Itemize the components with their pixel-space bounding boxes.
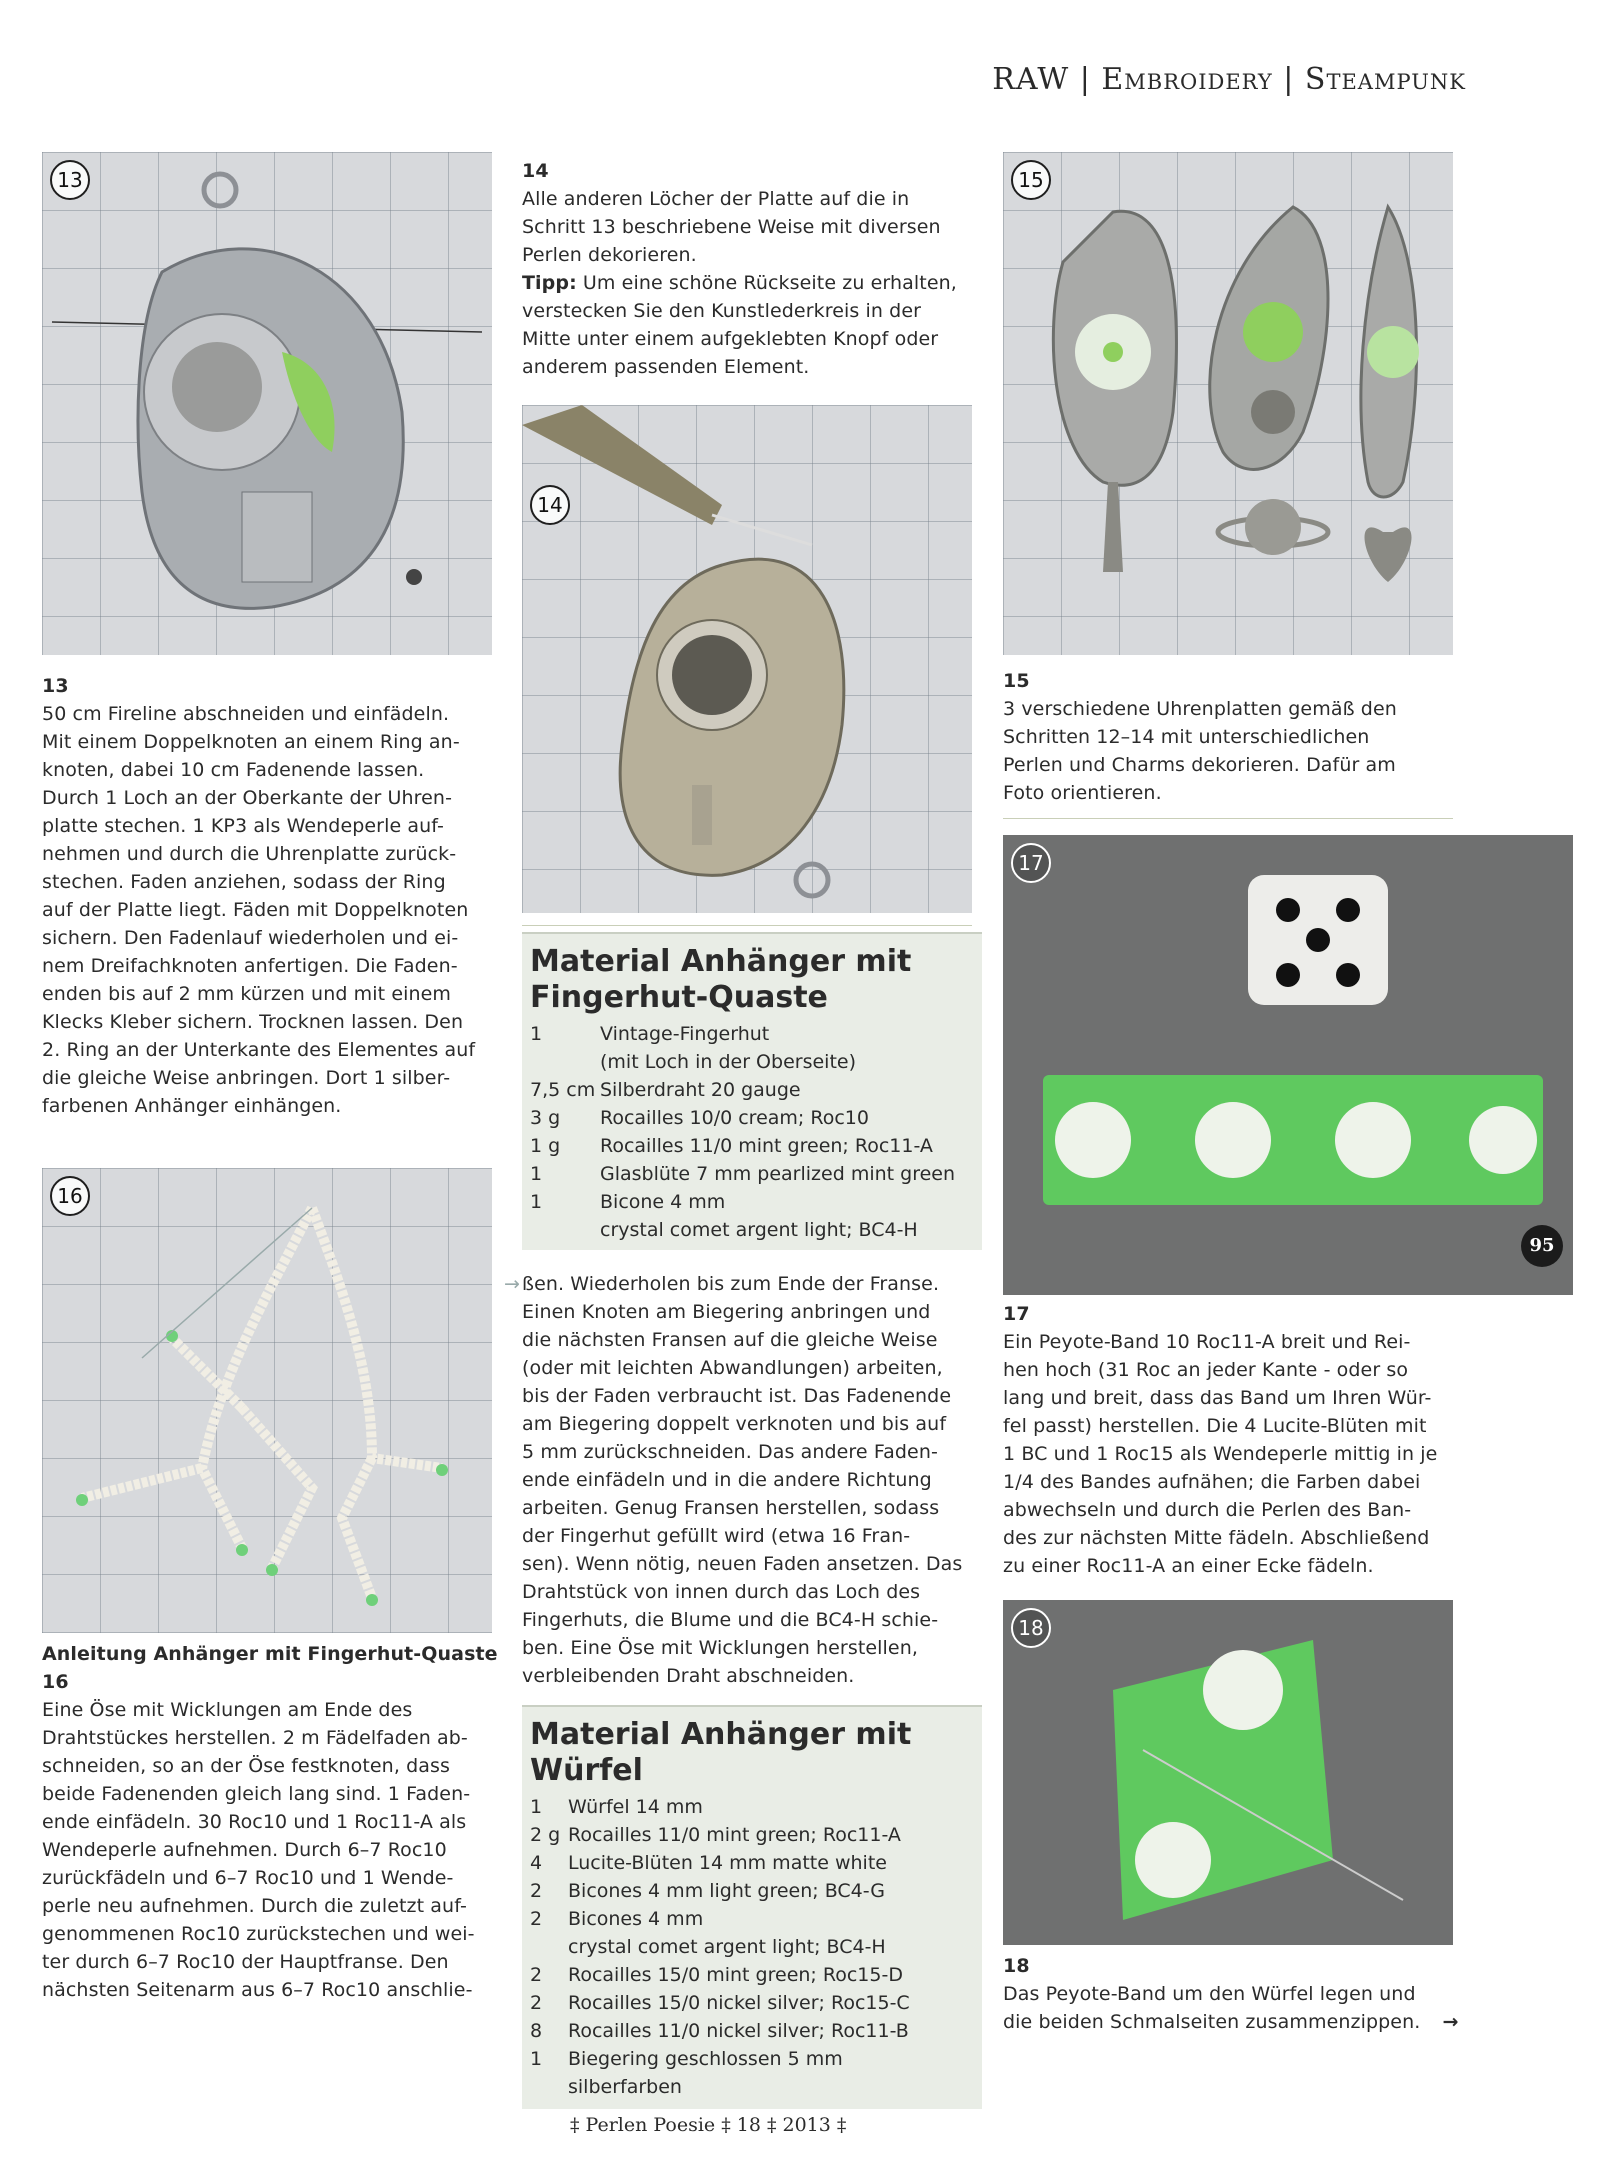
- material-box-title: Material Anhänger mit Fingerhut-Quaste: [530, 944, 912, 1015]
- material-box-thimble-tassel: [522, 932, 982, 1250]
- photo-step-14: [522, 405, 972, 913]
- step-16-number: 16: [42, 1671, 69, 1693]
- material-row: 4 Lucite-Blüten 14 mm matte white: [530, 1852, 887, 1874]
- material-row: crystal comet argent light; BC4-H: [600, 1219, 918, 1241]
- step-13-text: 13 50 cm Fireline abschneiden und einfädeln. Mit einem Doppelknoten an einem Ring an- knoten, dabei 10 cm Fadenende lassen. Durch 1 Loch an der Oberkante der Uhren- platte stechen. 1 KP3 als Wendeperle auf- nehmen und durch die Uhrenplatte zurück- stechen. Faden anziehen, sodass der Ring auf der Platte liegt. Fäden mit Doppelknoten sichern. Den Fadenlauf wiederholen und ei- nem Dreifachknoten anfertigen. Die Faden- enden bis auf 2 mm kürzen und mit einem Klecks Kleber sichern. Trocknen lassen. Den 2. Ring an der Unterkante des Elementes auf die gleiche Weise anbringen. Dort 1 silber- farbenen Anhänger einhängen.: [42, 672, 502, 1120]
- photo-step-17: [1003, 835, 1573, 1295]
- tip-label: Tipp:: [522, 272, 577, 294]
- photo-number-badge: 14: [530, 485, 570, 525]
- material-row: 1 Würfel 14 mm: [530, 1796, 703, 1818]
- material-row: 8 Rocailles 11/0 nickel silver; Roc11-B: [530, 2020, 909, 2042]
- material-row: 7,5 cm Silberdraht 20 gauge: [530, 1079, 801, 1101]
- page-number: 95: [1521, 1225, 1563, 1267]
- material-row: silberfarben: [568, 2076, 682, 2098]
- step-16-heading: Anleitung Anhänger mit Fingerhut-Quaste: [42, 1643, 498, 1665]
- step-17-text: 17 Ein Peyote-Band 10 Roc11-A breit und Rei- hen hoch (31 Roc an jeder Kante - oder so lang und breit, dass das Band um Ihren Wür- fel passt) herstellen. Die 4 Lucite-Blüten mit 1 BC und 1 Roc15 als Wendeperle mittig in je 1/4 des Bandes aufnähen; die Farben dabei abwechseln und durch die Perlen des Ban- des zur nächsten Mitte fädeln. Abschließend zu einer Roc11-A an einer Ecke fädeln.: [1003, 1300, 1473, 1580]
- material-row: 1 Glasblüte 7 mm pearlized mint green: [530, 1163, 956, 1185]
- photo-number-badge: 13: [50, 160, 90, 200]
- step-15-number: 15: [1003, 670, 1030, 692]
- step-13-number: 13: [42, 675, 69, 697]
- material-row: 2 g Rocailles 11/0 mint green; Roc11-A: [530, 1824, 901, 1846]
- photo-number-badge: 15: [1011, 160, 1051, 200]
- material-box-title: Material Anhänger mit Würfel: [530, 1717, 912, 1788]
- material-row: 1 Biegering geschlossen 5 mm: [530, 2048, 843, 2070]
- material-row: 1 g Rocailles 11/0 mint green; Roc11-A: [530, 1135, 933, 1157]
- header-raw: RAW: [992, 62, 1070, 97]
- photo-number-badge: 16: [50, 1176, 90, 1216]
- material-row: 3 g Rocailles 10/0 cream; Roc10: [530, 1107, 869, 1129]
- step-17-number: 17: [1003, 1303, 1030, 1325]
- step-15-text: 15 3 verschiedene Uhrenplatten gemäß den Schritten 12–14 mit unterschiedlichen Perlen und Charms dekorieren. Dafür am Foto orientieren.: [1003, 667, 1463, 807]
- photo-number-badge: 17: [1011, 843, 1051, 883]
- watch-plate-with-needle-illustration: [522, 405, 972, 913]
- material-row: (mit Loch in der Oberseite): [600, 1051, 856, 1073]
- photo-step-15: [1003, 152, 1453, 655]
- step-18-text: 18 Das Peyote-Band um den Würfel legen und die beiden Schmalseiten zusammenzippen. →: [1003, 1952, 1483, 2036]
- photo-number-badge: 18: [1011, 1608, 1051, 1648]
- material-row: 2 Rocailles 15/0 nickel silver; Roc15-C: [530, 1992, 910, 2014]
- page-footer: ‡ Perlen Poesie ‡ 18 ‡ 2013 ‡: [570, 2114, 847, 2136]
- column-separator: [522, 925, 972, 926]
- step-16-text: Anleitung Anhänger mit Fingerhut-Quaste 16 Eine Öse mit Wicklungen am Ende des Drahtstückes herstellen. 2 m Fädelfaden ab- schneiden, so an der Öse festknoten, dass beide Fadenenden gleich lang sind. 1 Faden- ende einfädeln. 30 Roc10 und 1 Roc11-A als Wendeperle aufnehmen. Durch 6–7 Roc10 zurückfädeln und 6–7 Roc10 und 1 Wende- perle neu aufnehmen. Durch die zuletzt auf- genommenen Roc10 zurückstechen und wei- ter durch 6–7 Roc10 der Hauptfranse. Den nächsten Seitenarm aus 6–7 Roc10 anschlie-: [42, 1640, 512, 2004]
- material-box-dice: [522, 1705, 982, 2109]
- dice-and-peyote-band-illustration: [1003, 835, 1573, 1295]
- header-steampunk: Steampunk: [1304, 62, 1466, 97]
- header-embroidery: Embroidery: [1101, 62, 1273, 97]
- photo-step-18: [1003, 1600, 1453, 1945]
- step-18-number: 18: [1003, 1955, 1030, 1977]
- material-row: 2 Bicones 4 mm light green; BC4-G: [530, 1880, 886, 1902]
- wrapped-dice-illustration: [1003, 1600, 1453, 1945]
- step-14-number: 14: [522, 160, 549, 182]
- watch-plate-illustration: [42, 152, 492, 655]
- material-row: 2 Bicones 4 mm: [530, 1908, 704, 1930]
- photo-step-16: [42, 1168, 492, 1633]
- material-row: 1 Bicone 4 mm: [530, 1191, 726, 1213]
- column-separator: [1003, 818, 1453, 819]
- continuation-arrow-icon: →: [504, 1273, 521, 1295]
- bead-tassel-illustration: [42, 1168, 492, 1633]
- section-header: RAW | Embroidery | Steampunk: [992, 62, 1466, 97]
- material-row: 2 Rocailles 15/0 mint green; Roc15-D: [530, 1964, 903, 1986]
- step-16-continuation-text: → ßen. Wiederholen bis zum Ende der Franse. Einen Knoten am Biegering anbringen und die nächsten Fransen auf die gleiche Weise (oder mit leichten Abwandlungen) arbeiten, bis der Faden verbraucht ist. Das Fadenende am Biegering doppelt verknoten und bis auf 5 mm zurückschneiden. Das andere Faden- ende einfädeln und in die andere Richtung arbeiten. Genug Fransen herstellen, sodass der Fingerhut gefüllt wird (etwa 16 Fran- sen). Wenn nötig, neuen Faden ansetzen. Das Drahtstück von innen durch das Loch des Fingerhuts, die Blume und die BC4-H schie- ben. Eine Öse mit Wicklungen herstellen, verbleibenden Draht abschneiden.: [504, 1270, 974, 1690]
- step-14-text: 14 Alle anderen Löcher der Platte auf die in Schritt 13 beschriebene Weise mit diversen Perlen dekorieren. Tipp: Um eine schöne Rückseite zu erhalten, verstecken Sie den Kunstlederkreis in der Mitte unter einem aufgeklebten Knopf oder anderem passenden Element.: [522, 157, 972, 381]
- material-row: 1 Vintage-Fingerhut: [530, 1023, 770, 1045]
- photo-step-13: [42, 152, 492, 655]
- three-pendants-illustration: [1003, 152, 1453, 655]
- continue-arrow-icon: →: [1442, 2011, 1459, 2033]
- material-row: crystal comet argent light; BC4-H: [568, 1936, 886, 1958]
